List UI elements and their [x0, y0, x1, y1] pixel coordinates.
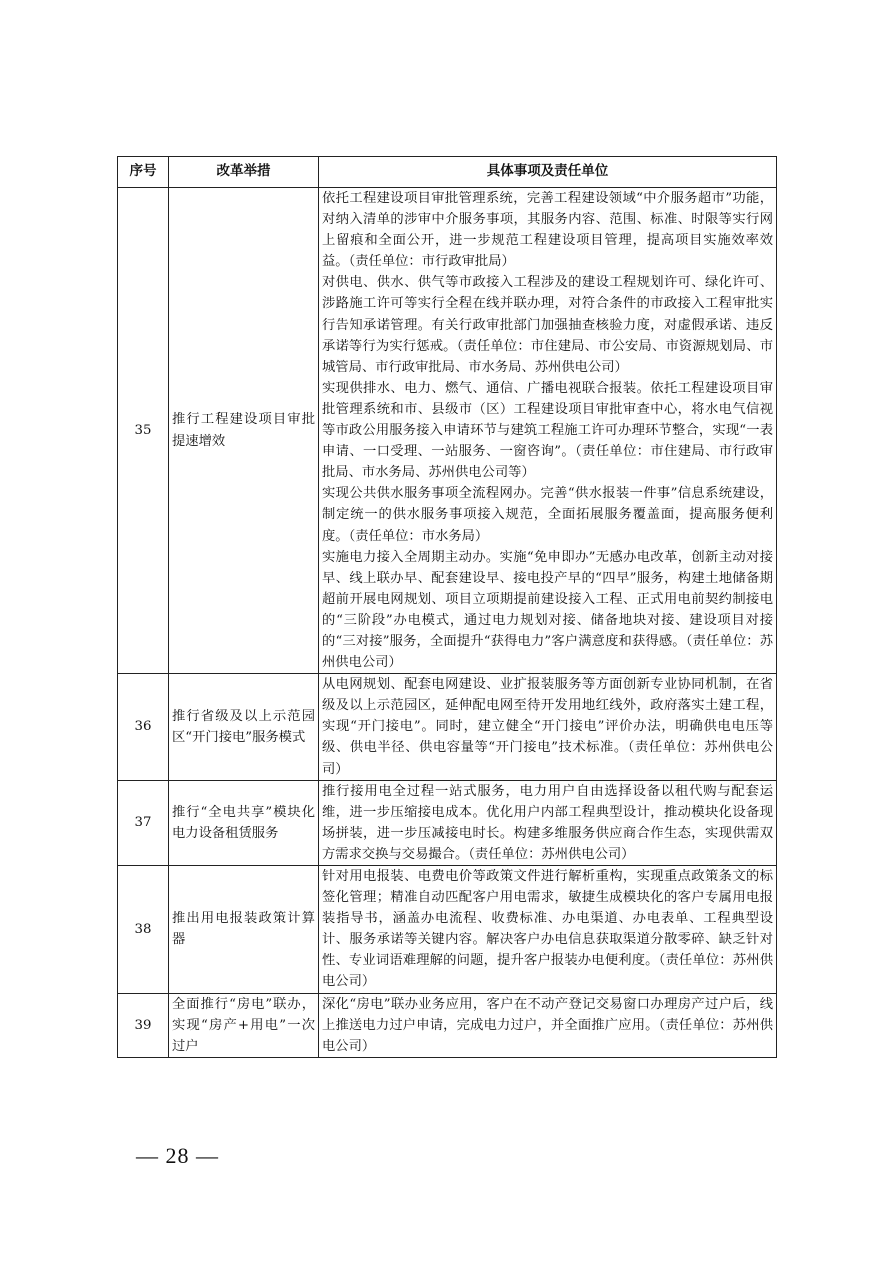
row-number: 36: [118, 674, 169, 780]
detail-paragraph: 实现供排水、电力、燃气、通信、广播电视联合报装。依托工程建设项目审批管理系统和市、县级市（区）工程建设项目审批审查中心，将水电气信视等市政公用服务接入申请环节与建筑工程施工许可办理环节整合，实现“一表申请、一口受理、一站服务、一窗咨询”。（责任单位：市住建局、市行政审批局、市水务局、苏州供电公司等）: [322, 380, 773, 481]
table-row: [118, 993, 777, 1057]
row-details: [319, 866, 777, 994]
detail-paragraph: 实施电力接入全周期主动办。实施“免申即办”无感办电改革，创新主动对接早、线上联办早、配套建设早、接电投产早的“四早”服务，构建土地储备期超前开展电网规划、项目立项期提前建设接入工程、正式用电前契约制接电的“三阶段”办电模式，通过电力规划对接、储备地块对接、建设项目对接的“三对接”服务，全面提升“获得电力”客户满意度和获得感。（责任单位：苏州供电公司）: [322, 549, 773, 671]
detail-paragraph: 针对用电报装、电费电价等政策文件进行解析重构，实现重点政策条文的标签化管理；精准自动匹配客户用电需求，敏捷生成模块化的客户专属用电报装指导书，涵盖办电流程、收费标准、办电渠道、办电表单、工程典型设计、服务承诺等关键内容。解决客户办电信息获取渠道分散零碎、缺乏针对性、专业词语难理解的问题，提升客户报装办电便利度。（责任单位：苏州供电公司）: [322, 869, 773, 990]
header-reform-measure: 改革举措: [169, 157, 319, 188]
detail-paragraph: 推行接用电全过程一站式服务，电力用户自由选择设备以租代购与配套运维，进一步压缩接电成本。优化用户内部工程典型设计，推动模块化设备现场拼装，进一步压减接电时长。构建多维服务供应商合作生态，实现供需双方需求交换与交易撮合。（责任单位：苏州供电公司）: [322, 783, 773, 862]
header-serial-number: 序号: [118, 157, 169, 188]
row-number: 37: [118, 780, 169, 865]
row-number: 35: [118, 188, 169, 674]
header-details-and-responsible-units: 具体事项及责任单位: [319, 157, 777, 188]
table-header-row: [118, 157, 777, 188]
table-row: [118, 188, 777, 674]
detail-paragraph: 实现公共供水服务事项全流程网办。完善“供水报装一件事”信息系统建设，制定统一的供水服务事项接入规范，全面拓展服务覆盖面，提高服务便利度。（责任单位：市水务局）: [322, 486, 773, 544]
row-measure: 推行省级及以上示范园区“开门接电”服务模式: [169, 674, 319, 780]
table-row: [118, 866, 777, 994]
row-number: 39: [118, 993, 169, 1057]
detail-paragraph: 依托工程建设项目审批管理系统，完善工程建设领域“中介服务超市”功能，对纳入清单的涉审中介服务事项，其服务内容、范围、标准、时限等实行网上留痕和全面公开，进一步规范工程建设项目管理，提高项目实施效率效益。（责任单位：市行政审批局）: [322, 191, 773, 270]
row-details: [319, 674, 777, 780]
table-row: [118, 674, 777, 780]
row-measure: 全面推行“房电”联办，实现“房产+用电”一次过户: [169, 993, 319, 1057]
row-details: [319, 780, 777, 865]
reform-measures-table: [117, 156, 777, 1058]
row-measure: 推出用电报装政策计算器: [169, 866, 319, 994]
page-number: — 28 —: [136, 1143, 219, 1168]
row-details: [319, 993, 777, 1057]
row-details: [319, 188, 777, 674]
row-measure: 推行“全电共享”模块化电力设备租赁服务: [169, 780, 319, 865]
detail-paragraph: 深化“房电”联办业务应用，客户在不动产登记交易窗口办理房产过户后，线上推送电力过户申请，完成电力过户，并全面推广应用。（责任单位：苏州供电公司）: [322, 996, 773, 1054]
detail-paragraph: 对供电、供水、供气等市政接入工程涉及的建设工程规划许可、绿化许可、涉路施工许可等实行全程在线并联办理，对符合条件的市政接入工程审批实行告知承诺管理。有关行政审批部门加强抽查核验力度，对虚假承诺、违反承诺等行为实行惩戒。（责任单位：市住建局、市公安局、市资源规划局、市城管局、市行政审批局、市水务局、苏州供电公司）: [322, 275, 773, 375]
detail-paragraph: 从电网规划、配套电网建设、业扩报装服务等方面创新专业协同机制，在省级及以上示范园区，延伸配电网至待开发用地红线外，政府落实土建工程，实现“开门接电”。同时，建立健全“开门接电”评价办法，明确供电电压等级、供电半径、供电容量等“开门接电”技术标准。（责任单位：苏州供电公司）: [322, 677, 773, 777]
row-measure: 推行工程建设项目审批提速增效: [169, 188, 319, 674]
table-row: [118, 780, 777, 865]
row-number: 38: [118, 866, 169, 994]
